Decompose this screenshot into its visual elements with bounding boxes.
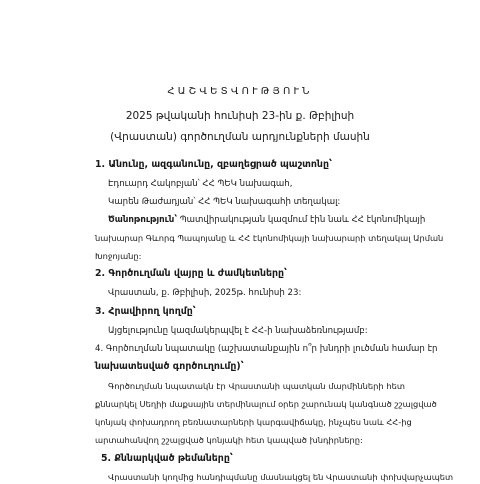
document-title: ՀԱՇՎԵՏՎՈՒԹՅՈՒՆ	[167, 86, 313, 97]
section-1-note-line-3: Խոջոյանը:	[95, 251, 142, 261]
section-3-line-1: Այցելությունը կազմակերպվել է ՀՀ-ի նախաձեռնությամբ:	[108, 326, 368, 336]
section-4-paragraph-line-1: Գործուղման նպատակն էր Վրաստանի պատկան մարմինների հետ	[108, 381, 405, 391]
document-subtitle-topic: (Վրաստան) գործուղման արդյունքների մասին	[110, 131, 370, 143]
section-4-paragraph-line-4: արտահանվող շշալցված կոնյակի հետ կապված խնդիրները:	[95, 435, 363, 445]
section-1-line-1: Էդուարդ Հակոբյան՝ ՀՀ ՊԵԿ նախագահ,	[108, 179, 293, 189]
section-1-note-label: Ծանոթություն՝	[108, 215, 178, 225]
section-5-heading: 5. Քննարկված թեմաները՝	[101, 453, 233, 464]
section-3-heading: 3. Հրավիրող կողմը՝	[95, 306, 196, 317]
section-4-heading-line-1: 4. Գործուղման նպատակը (աշխատանքային ո՞ր խնդրի լուծման համար էր	[95, 344, 438, 354]
section-5-paragraph-text: Վրաստանի կողմից հանդիպմանը մասնակցել են Վրաստանի փոխվարչապետ	[108, 472, 454, 482]
section-2-line-1: Վրաստան, ք. Թբիլիսի, 2025թ. հունիսի 23:	[108, 288, 302, 298]
section-1-note-text: Պատվիրակության կազմում էին նաև ՀՀ էկոնոմիկայի	[179, 215, 426, 225]
section-1-note-line-1	[108, 214, 426, 226]
section-1-heading: 1. Անունը, ազգանունը, զբաղեցրած պաշտոնը՝	[95, 159, 332, 170]
section-2-heading: 2. Գործուղման վայրը և ժամկետները՝	[95, 268, 287, 279]
section-1-line-2: Կարեն Թաժադյան՝ ՀՀ ՊԵԿ նախագահի տեղակալ:	[108, 197, 341, 207]
section-4-paragraph-line-2: քննարկել Սեղիի մաքսային տերմինալում օրեր շարունակ կանգնած շշալցված	[95, 399, 437, 409]
section-1-note-line-2: նախարար Գևորգ Պապոյանը և ՀՀ էկոնոմիկայի նախարարի տեղակալ Արման	[95, 233, 444, 243]
document-subtitle-date-place: 2025 թվականի հունիսի 23-ին ք. Թբիլիսի	[125, 110, 355, 122]
section-5-paragraph-line-1	[95, 472, 454, 484]
section-4-heading-line-2: նախատեսված գործուղումը)՝	[95, 361, 244, 372]
section-4-paragraph-line-3: կոնյակ փոխադրող բեռնատարների կարգավիճակը, ինչպես նաև ՀՀ-ից	[95, 417, 412, 427]
